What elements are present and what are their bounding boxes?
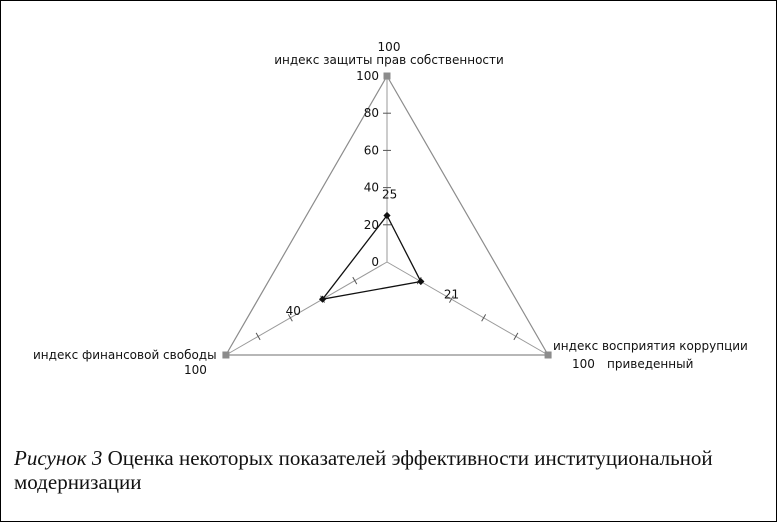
tick-label-60: 60 xyxy=(363,143,379,158)
axis-end-marker-0 xyxy=(384,73,391,80)
tick-label-80: 80 xyxy=(363,106,379,121)
caption-text: Оценка некоторых показателей эффективности институциональной модернизации xyxy=(14,446,713,494)
data-label-0: 25 xyxy=(382,187,398,202)
tick-1-80 xyxy=(514,333,518,340)
axis-spoke-1 xyxy=(387,262,548,355)
tick-2-80 xyxy=(256,333,260,340)
left-axis-name: индекс финансовой свободы xyxy=(33,348,217,362)
tick-label-20: 20 xyxy=(363,217,379,232)
right-axis-name-extra: приведенный xyxy=(607,357,694,371)
data-label-2: 40 xyxy=(285,304,301,319)
data-label-1: 21 xyxy=(443,287,460,302)
chart-labels xyxy=(33,40,748,377)
axis-spoke-2 xyxy=(226,262,387,355)
top-axis-max-label: 100 xyxy=(377,40,401,54)
tick-label-100: 100 xyxy=(356,69,379,83)
right-axis-max-label: 100 xyxy=(572,357,595,371)
data-point-1 xyxy=(417,278,424,285)
tick-label-0: 0 xyxy=(371,255,379,269)
figure-caption xyxy=(14,446,769,494)
right-axis-name: индекс восприятия коррупции xyxy=(553,339,748,353)
figure-number: Рисунок 3 xyxy=(14,446,103,470)
axis-end-marker-2 xyxy=(222,352,229,359)
left-axis-max-label: 100 xyxy=(184,363,207,377)
tick-2-20 xyxy=(353,277,357,284)
tick-1-60 xyxy=(482,314,486,321)
tick-label-40: 40 xyxy=(363,180,379,195)
top-axis-name: индекс защиты прав собственности xyxy=(274,53,504,67)
axis-end-marker-1 xyxy=(545,352,552,359)
